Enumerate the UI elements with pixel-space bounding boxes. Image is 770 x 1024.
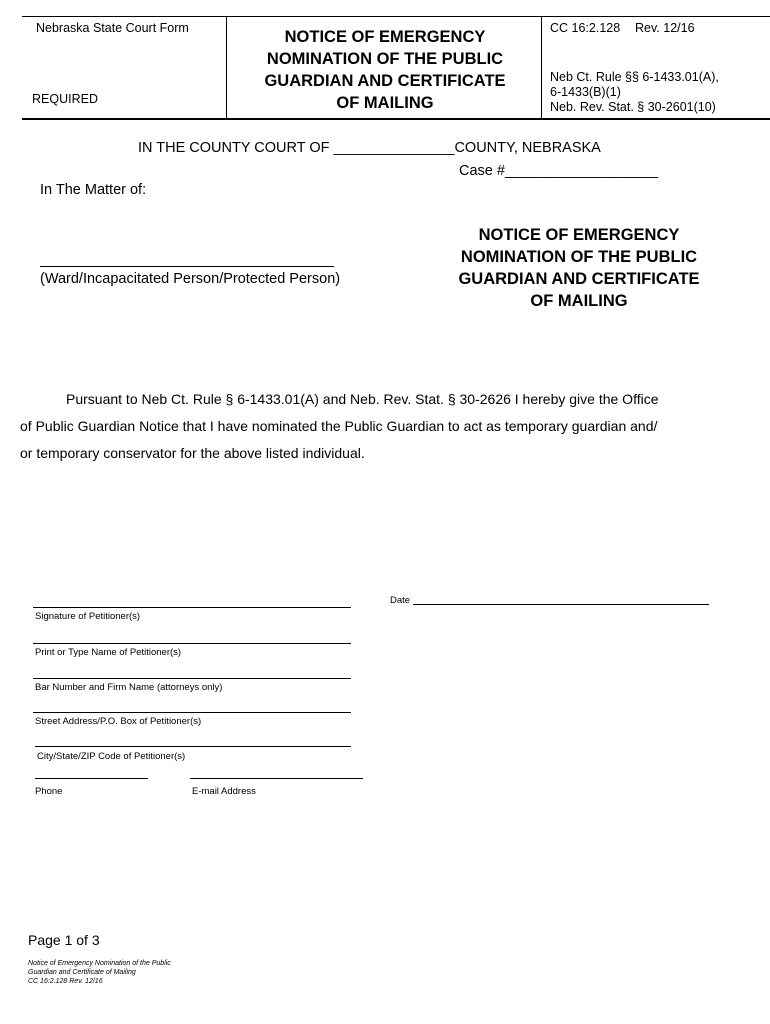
phone-line[interactable]: [35, 778, 148, 779]
rule-citations: [550, 70, 719, 115]
rule-citation-3: Neb. Rev. Stat. § 30-2601(10): [550, 100, 716, 114]
form-number: CC 16:2.128: [550, 21, 621, 35]
date-line[interactable]: [413, 604, 709, 605]
signature-label: Signature of Petitioner(s): [35, 611, 141, 622]
footer-note: [28, 959, 171, 986]
print-name-label: Print or Type Name of Petitioner(s): [35, 647, 182, 658]
form-label: Nebraska State Court Form: [36, 21, 189, 35]
required-label: REQUIRED: [32, 92, 98, 106]
header-divider-right: [541, 16, 542, 118]
case-number-line: Case #___________________: [459, 163, 659, 179]
city-state-zip-label: City/State/ZIP Code of Petitioner(s): [37, 751, 186, 762]
header-divider-left: [226, 16, 227, 118]
party-label: (Ward/Incapacitated Person/Protected Person): [40, 271, 341, 287]
court-line: IN THE COUNTY COURT OF _______________COUNTY, NEBRASKA: [138, 140, 601, 156]
body-line-3: or temporary conservator for the above listed individual.: [20, 445, 365, 461]
form-revision: Rev. 12/16: [635, 21, 695, 35]
document-title: NOTICE OF EMERGENCY NOMINATION OF THE PUBLIC GUARDIAN AND CERTIFICATE OF MAILING: [458, 226, 700, 310]
street-address-label: Street Address/P.O. Box of Petitioner(s): [35, 716, 202, 727]
footer-note-line-3: CC 16:2.128 Rev. 12/16: [28, 978, 103, 985]
phone-label: Phone: [35, 786, 63, 797]
body-line-2: of Public Guardian Notice that I have nominated the Public Guardian to act as temporary guardian and/: [20, 418, 658, 434]
matter-label: In The Matter of:: [40, 182, 147, 198]
rule-citation-2: 6-1433(B)(1): [550, 85, 621, 99]
email-line[interactable]: [190, 778, 363, 779]
header-title: NOTICE OF EMERGENCY NOMINATION OF THE PUBLIC GUARDIAN AND CERTIFICATE OF MAILING: [264, 28, 506, 112]
body-line-1: Pursuant to Neb Ct. Rule § 6-1433.01(A) and Neb. Rev. Stat. § 30-2626 I hereby give the Office: [66, 391, 659, 407]
print-name-line[interactable]: [33, 643, 351, 644]
page-number: Page 1 of 3: [28, 932, 100, 948]
footer-note-line-2: Guardian and Certificate of Mailing: [28, 969, 136, 976]
footer-note-line-1: Notice of Emergency Nomination of the Public: [28, 960, 171, 967]
email-label: E-mail Address: [192, 786, 256, 797]
header-top-rule: [22, 16, 770, 17]
party-name-line: [40, 266, 334, 267]
bar-number-line[interactable]: [33, 678, 351, 679]
city-state-zip-line[interactable]: [35, 746, 351, 747]
header-bottom-rule: [22, 118, 770, 120]
rule-citation-1: Neb Ct. Rule §§ 6-1433.01(A),: [550, 70, 719, 84]
signature-line[interactable]: [33, 607, 351, 608]
bar-number-label: Bar Number and Firm Name (attorneys only): [35, 682, 223, 693]
street-address-line[interactable]: [33, 712, 351, 713]
date-label: Date: [390, 595, 411, 606]
